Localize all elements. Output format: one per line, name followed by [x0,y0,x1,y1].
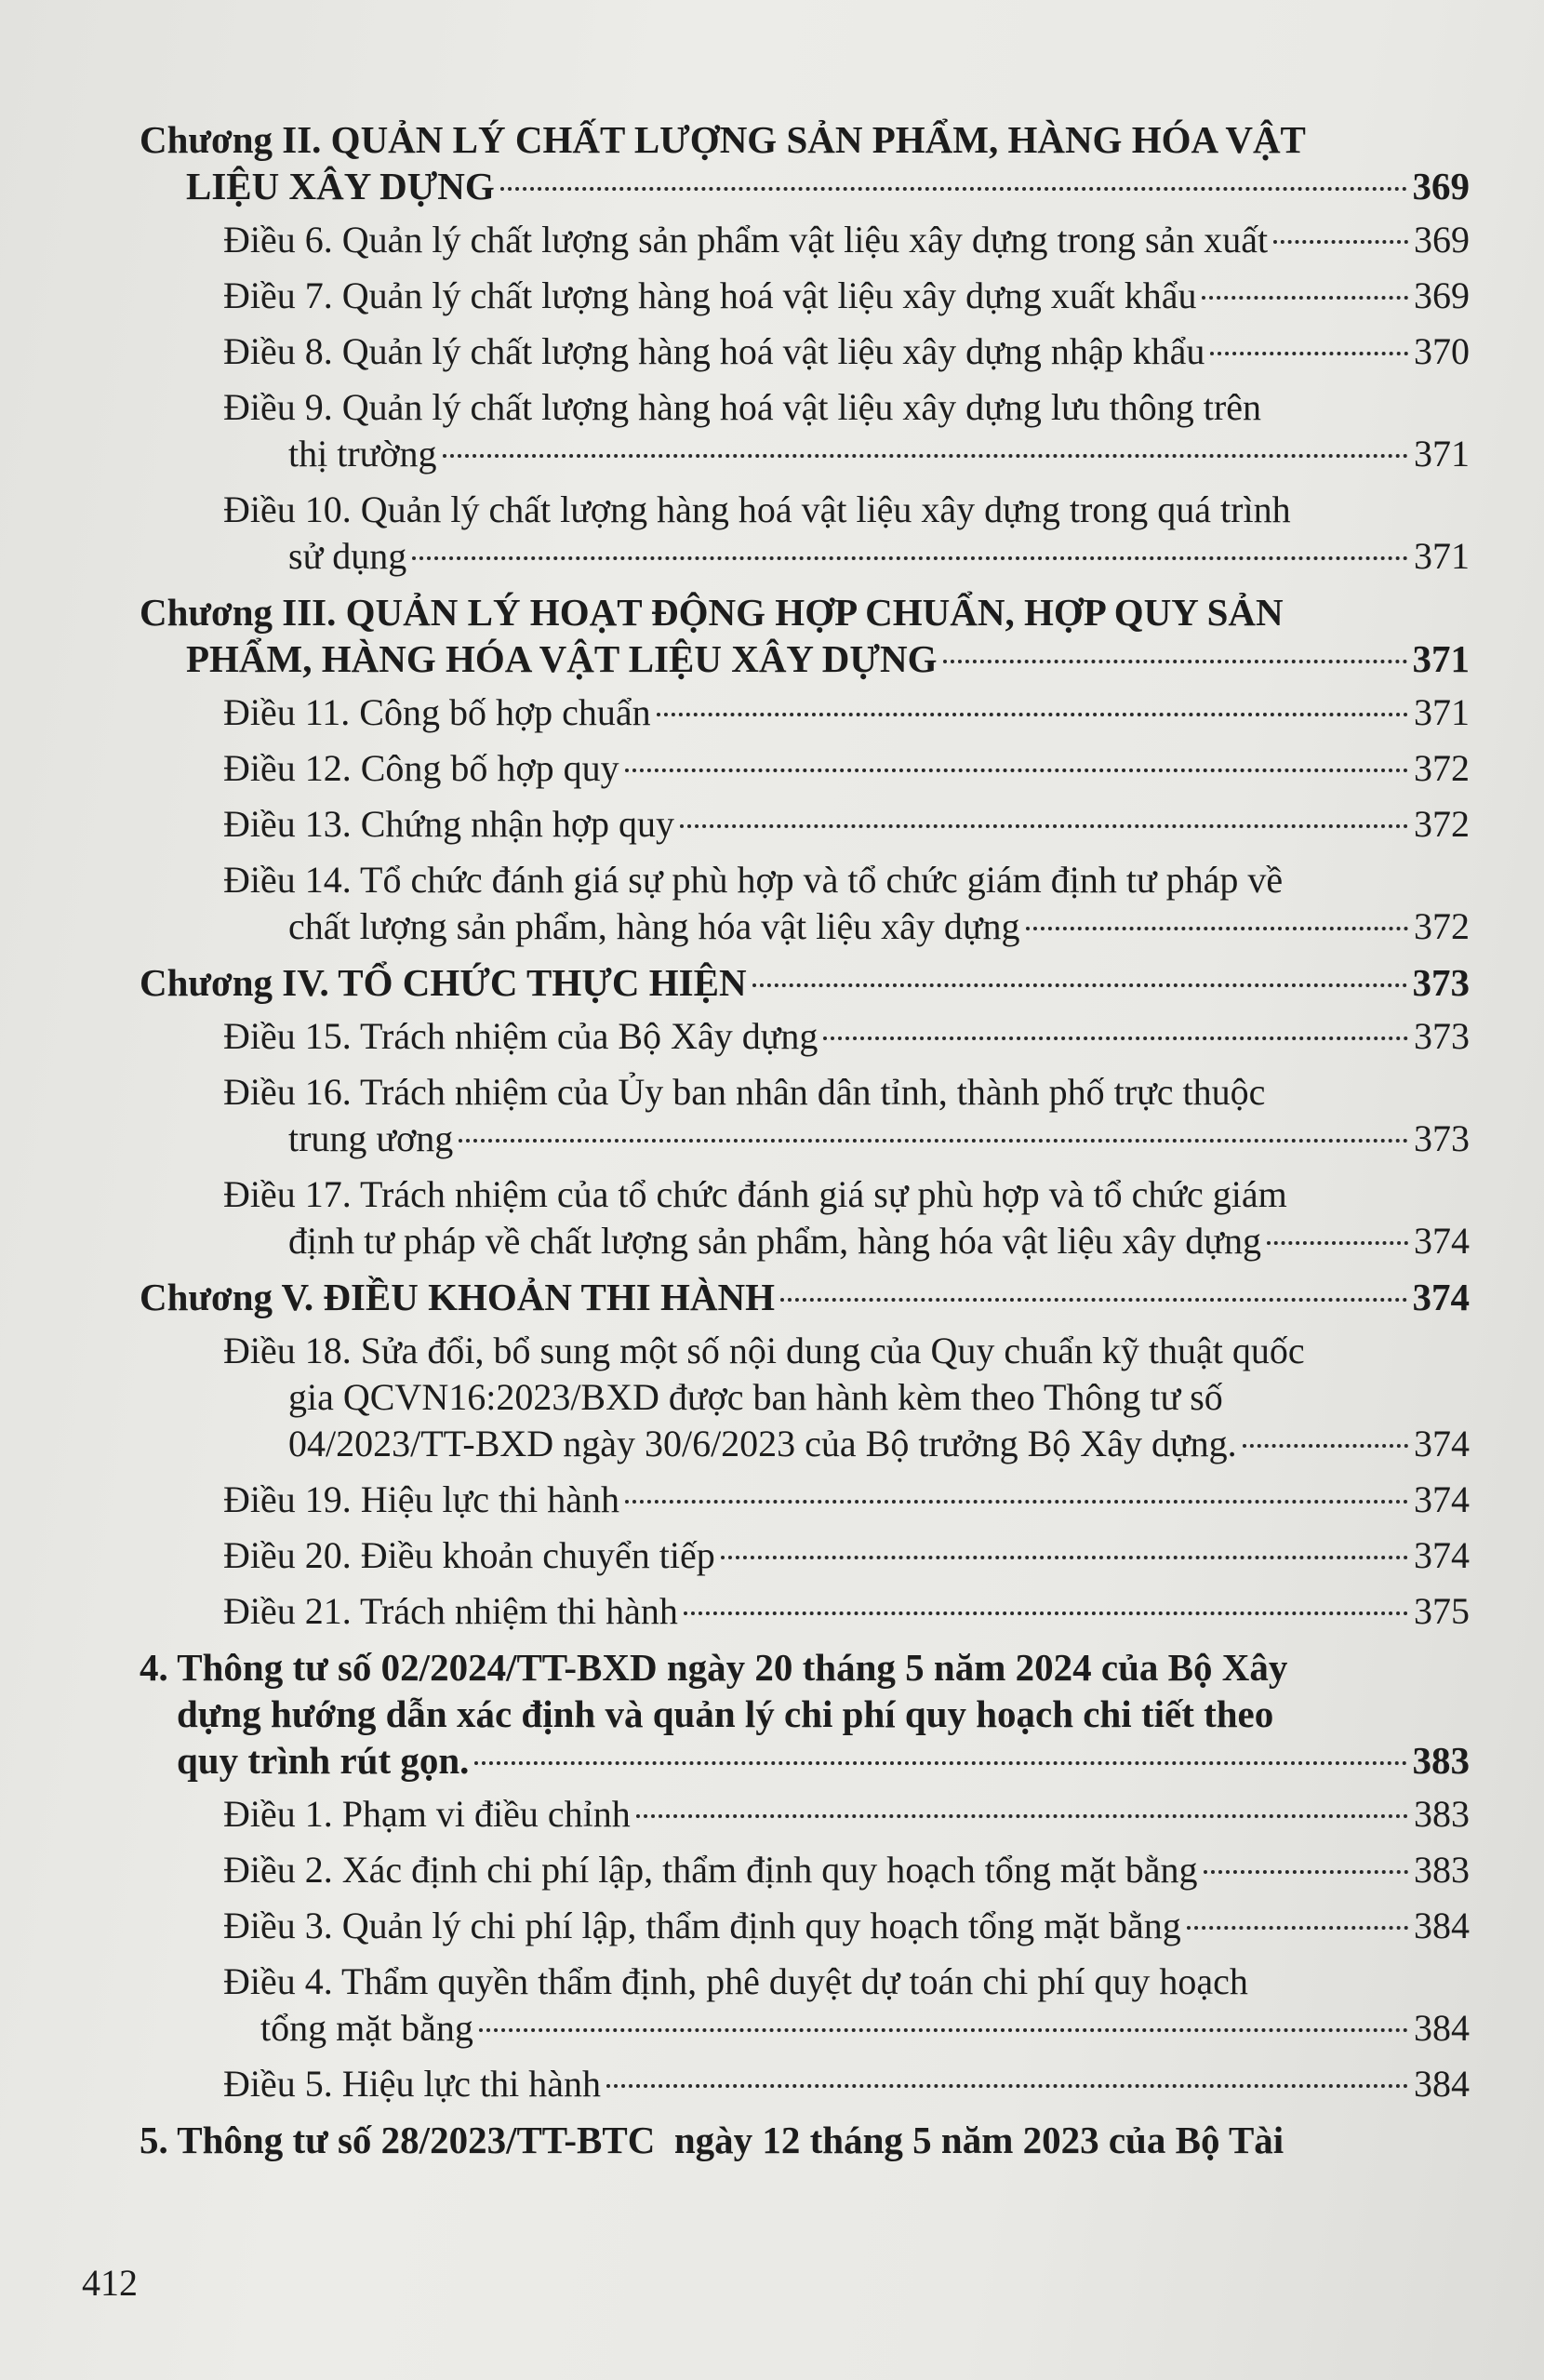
toc-article-text: Điều 20. Điều khoản chuyển tiếp [223,1534,715,1576]
toc-article[interactable] [140,1791,1470,1838]
toc-article-text: Điều 21. Trách nhiệm thi hành [223,1590,678,1632]
toc-article[interactable] [140,1013,1470,1060]
toc-article[interactable] [140,328,1470,375]
toc-title-line: 4. Thông tư số 02/2024/TT-BXD ngày 20 tháng 5 năm 2024 của Bộ Xây [140,1646,1288,1689]
toc-article-text: chất lượng sản phẩm, hàng hóa vật liệu xây dựng [288,905,1020,947]
toc-title-line: LIỆU XÂY DỰNG [186,165,495,207]
toc-article[interactable] [140,487,1470,580]
dot-leader [479,2028,1408,2032]
dot-leader [680,824,1408,828]
toc-article[interactable] [140,1532,1470,1579]
toc-article[interactable] [140,1903,1470,1949]
toc-article[interactable] [140,1588,1470,1635]
toc-title-line: Chương III. QUẢN LÝ HOẠT ĐỘNG HỢP CHUẨN, HỢP QUY SẢN [140,591,1284,634]
toc-article-text: Điều 12. Công bố hợp quy [223,747,619,789]
toc-article-text: Điều 16. Trách nhiệm của Ủy ban nhân dân tỉnh, thành phố trực thuộc [223,1071,1266,1113]
dot-leader [657,713,1408,716]
toc-article-text: Điều 3. Quản lý chi phí lập, thẩm định quy hoạch tổng mặt bằng [223,1905,1181,1946]
dot-leader [943,660,1407,663]
toc-chapter-4[interactable] [140,959,1470,1006]
dot-leader [752,983,1407,987]
toc-article[interactable] [140,1959,1470,2052]
page-number: 371 [1414,433,1470,475]
page-number: 373 [1412,961,1470,1004]
toc-article-text: Điều 10. Quản lý chất lượng hàng hoá vật liệu xây dựng trong quá trình [223,488,1291,530]
dot-leader [684,1611,1408,1615]
toc-article-text: Điều 14. Tổ chức đánh giá sự phù hợp và tổ chức giám định tư pháp về [223,859,1284,901]
page-number: 372 [1414,747,1470,789]
page-number: 384 [1414,2007,1470,2049]
page-number: 373 [1414,1015,1470,1057]
page-number: 374 [1414,1220,1470,1262]
page-number: 375 [1414,1590,1470,1632]
toc-article-text: tổng mặt bằng [260,2007,473,2049]
dot-leader [459,1139,1408,1143]
page-number: 372 [1414,905,1470,947]
toc-article[interactable] [140,384,1470,477]
dot-leader [625,1500,1408,1504]
toc-document-5[interactable] [140,2117,1470,2163]
toc-title-line: Chương IV. TỔ CHỨC THỰC HIỆN [140,961,747,1004]
toc-article-text: Điều 15. Trách nhiệm của Bộ Xây dựng [223,1015,819,1057]
page-number: 371 [1412,637,1470,680]
dot-leader [721,1556,1408,1559]
dot-leader [443,454,1409,458]
toc-article-text: Điều 2. Xác định chi phí lập, thẩm định quy hoạch tổng mặt bằng [223,1849,1198,1891]
toc-article[interactable] [140,745,1470,792]
toc-article-text: gia QCVN16:2023/BXD được ban hành kèm theo Thông tư số [288,1376,1223,1418]
dot-leader [606,2084,1408,2088]
page-number: 384 [1414,1905,1470,1946]
toc-article-text: Điều 9. Quản lý chất lượng hàng hoá vật liệu xây dựng lưu thông trên [223,386,1261,428]
toc-article[interactable] [140,857,1470,950]
toc-article-text: Điều 8. Quản lý chất lượng hàng hoá vật liệu xây dựng nhập khẩu [223,330,1205,372]
dot-leader [625,769,1408,772]
toc-title-line: quy trình rút gọn. [177,1739,470,1782]
toc-article[interactable] [140,1171,1470,1264]
dot-leader [1273,240,1408,244]
dot-leader [1202,296,1408,300]
dot-leader [500,187,1407,191]
toc-article-text: thị trường [288,433,437,475]
dot-leader [1267,1241,1408,1245]
toc-title-line: dựng hướng dẫn xác định và quản lý chi phí quy hoạch chi tiết theo [177,1692,1274,1735]
toc-article-text: Điều 1. Phạm vi điều chỉnh [223,1793,631,1835]
dot-leader [1204,1870,1408,1874]
toc-article[interactable] [140,2061,1470,2107]
toc-article[interactable] [140,801,1470,848]
toc-article[interactable] [140,1477,1470,1523]
dot-leader [474,1761,1406,1765]
toc-chapter-3[interactable] [140,589,1470,682]
table-of-contents [140,116,1470,2171]
page-number: 369 [1414,274,1470,316]
page-number-footer: 412 [82,2262,138,2304]
toc-title-line: Chương V. ĐIỀU KHOẢN THI HÀNH [140,1276,775,1318]
dot-leader [780,1298,1407,1302]
page-number: 373 [1414,1117,1470,1159]
dot-leader [636,1814,1408,1818]
page-number: 383 [1414,1793,1470,1835]
page-number: 372 [1414,803,1470,845]
dot-leader [1210,352,1408,355]
dot-leader [1026,927,1408,930]
toc-title-line: Chương II. QUẢN LÝ CHẤT LƯỢNG SẢN PHẨM, HÀNG HÓA VẬT [140,118,1306,161]
toc-chapter-2[interactable] [140,116,1470,209]
toc-article-text: Điều 17. Trách nhiệm của tổ chức đánh giá sự phù hợp và tổ chức giám [223,1173,1287,1215]
toc-article-text: 04/2023/TT-BXD ngày 30/6/2023 của Bộ trưởng Bộ Xây dựng. [288,1423,1237,1464]
toc-article[interactable] [140,217,1470,263]
page-number: 370 [1414,330,1470,372]
page-number: 371 [1414,691,1470,733]
toc-article-text: Điều 19. Hiệu lực thi hành [223,1478,620,1520]
toc-article[interactable] [140,689,1470,736]
toc-article[interactable] [140,1069,1470,1162]
toc-article-text: sử dụng [288,535,407,577]
page-number: 374 [1414,1534,1470,1576]
toc-article-text: Điều 5. Hiệu lực thi hành [223,2063,602,2105]
page-number: 374 [1414,1478,1470,1520]
page-number: 369 [1412,165,1470,207]
dot-leader [412,556,1408,560]
toc-article[interactable] [140,273,1470,319]
toc-article[interactable] [140,1328,1470,1467]
toc-document-4[interactable] [140,1644,1470,1784]
toc-article-text: định tư pháp về chất lượng sản phẩm, hàng hóa vật liệu xây dựng [288,1220,1261,1262]
page-number: 374 [1414,1423,1470,1464]
toc-article-text: trung ương [288,1117,454,1159]
toc-article-text: Điều 11. Công bố hợp chuẩn [223,691,651,733]
dot-leader [1187,1926,1408,1930]
page-number: 369 [1414,219,1470,261]
toc-article-text: Điều 18. Sửa đổi, bổ sung một số nội dung của Quy chuẩn kỹ thuật quốc [223,1330,1305,1371]
toc-article-text: Điều 13. Chứng nhận hợp quy [223,803,675,845]
page-number: 384 [1414,2063,1470,2105]
page-number: 374 [1412,1276,1470,1318]
toc-chapter-5[interactable] [140,1274,1470,1320]
dot-leader [1243,1444,1408,1448]
page-number: 383 [1414,1849,1470,1891]
dot-leader [823,1036,1408,1040]
toc-article-text: Điều 6. Quản lý chất lượng sản phẩm vật liệu xây dựng trong sản xuất [223,219,1269,261]
toc-article-text: Điều 7. Quản lý chất lượng hàng hoá vật liệu xây dựng xuất khẩu [223,274,1197,316]
toc-title-line: 5. Thông tư số 28/2023/TT-BTC ngày 12 tháng 5 năm 2023 của Bộ Tài [140,2119,1284,2161]
toc-title-line: PHẨM, HÀNG HÓA VẬT LIỆU XÂY DỰNG [186,637,938,680]
page-number: 371 [1414,535,1470,577]
toc-article[interactable] [140,1847,1470,1893]
toc-article-text: Điều 4. Thẩm quyền thẩm định, phê duyệt dự toán chi phí quy hoạch [223,1960,1248,2002]
page-number: 383 [1412,1739,1470,1782]
